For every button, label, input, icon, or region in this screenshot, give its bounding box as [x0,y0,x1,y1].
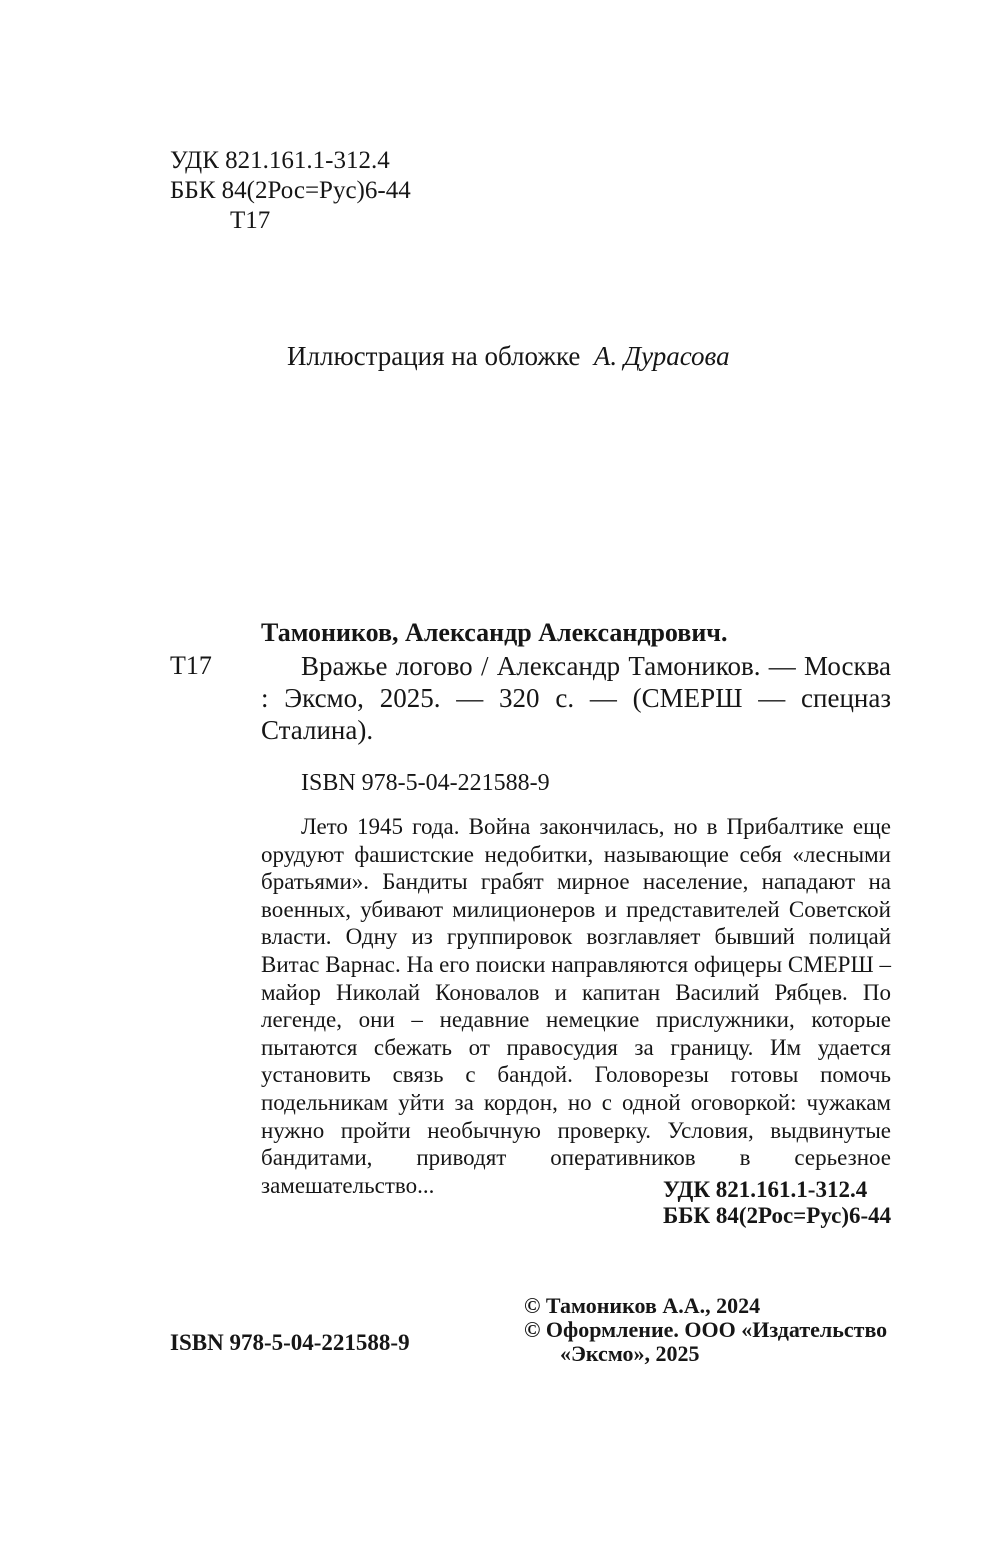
catalog-udk: УДК 821.161.1-312.4 [663,1177,868,1202]
annotation-text: Лето 1945 года. Война закончилась, но в Прибалтике еще орудуют фашистские недобитки, называющие себя «лесными братьями». Бандиты грабят мирное население, нападают на военных, убивают милиционеров и представителей Советской власти. Одну из группировок возглавляет бывший полицай Витас Варнас. На его поиски направляются офицеры СМЕРШ – майор Николай Коновалов и капитан Василий Рябцев. По легенде, они – недавние немецкие прислужники, которые пытаются сбежать от правосудия за границу. Им удается установить связь с бандой. Головорезы готовы помочь подельникам уйти за кордон, но с одной оговоркой: чужакам нужно пройти необычную проверку. Условия, выдвинутые бандитами, приводят оперативников в серьезное замешательство... [261,814,891,1198]
copyright-block [524,1294,887,1366]
copyright-author: © Тамоников А.А., 2024 [524,1293,761,1318]
copyright-design-line2: «Эксмо», 2025 [560,1341,700,1366]
catalog-description: Вражье логово / Александр Тамоников. — Москва : Эксмо, 2025. — 320 с. — (СМЕРШ — спецназ Сталина). [261,651,891,745]
illustration-label: Иллюстрация на обложке [287,341,581,371]
illustration-artist: А. Дурасова [593,341,730,371]
illustration-credit [287,340,730,372]
author-mark: Т17 [230,207,271,234]
annotation [261,813,891,1199]
bbk-code: ББК 84(2Рос=Рус)6-44 [170,177,411,204]
footer-isbn: ISBN 978-5-04-221588-9 [170,1330,410,1355]
catalog-author: Тамоников, Александр Александрович. [261,618,728,647]
udk-code: УДК 821.161.1-312.4 [170,147,390,174]
catalog-bbk: ББК 84(2Рос=Рус)6-44 [663,1203,892,1228]
copyright-design-line1: © Оформление. ООО «Издательство [524,1317,888,1342]
catalog-index: Т17 [170,651,212,680]
catalog-isbn: ISBN 978-5-04-221588-9 [301,770,550,796]
